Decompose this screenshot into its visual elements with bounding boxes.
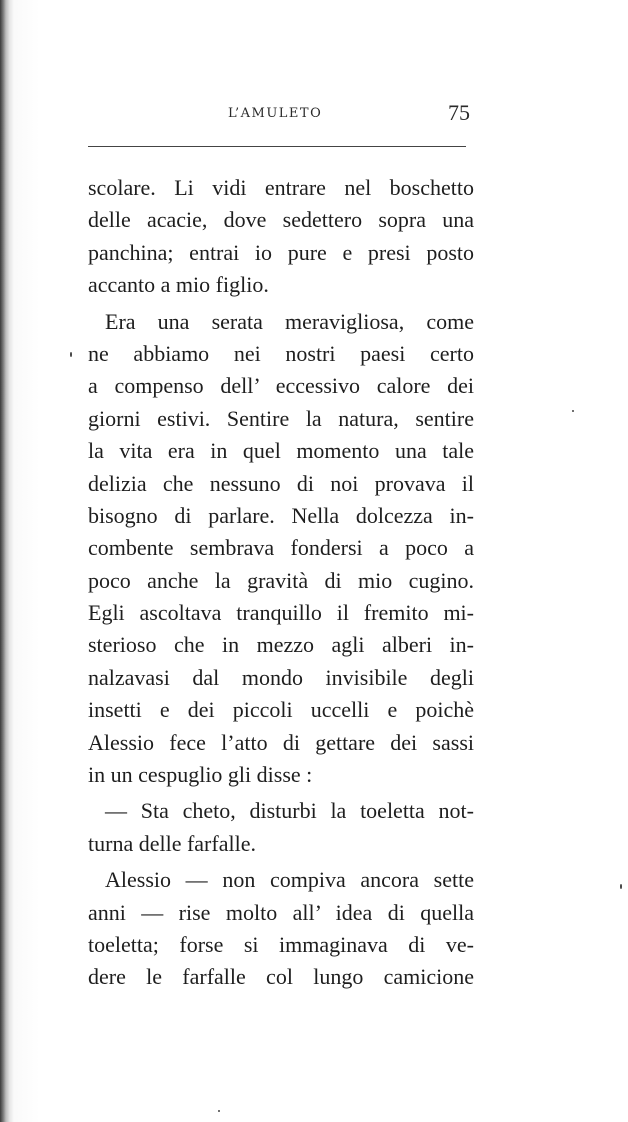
text-line: delizia che nessuno di noi provava il	[88, 470, 474, 496]
text-line: ne abbiamo nei nostri paesi certo	[88, 340, 474, 366]
text-line: giorni estivi. Sentire la natura, sentire	[88, 405, 474, 431]
text-line: nalzavasi dal mondo invisibile degli	[88, 664, 474, 690]
text-line: accanto a mio figlio.	[88, 272, 269, 298]
text-line: la vita era in quel momento una tale	[88, 438, 474, 464]
text-line: Alessio fece l’atto di gettare dei sassi	[88, 729, 474, 755]
text-line: — Sta cheto, disturbi la toeletta not-	[105, 798, 474, 824]
text-line: scolare. Li vidi entrare nel boschetto	[88, 175, 474, 200]
text-line: Alessio — non compiva ancora sette	[105, 867, 474, 893]
text-line: combente sembrava fondersi a poco a	[88, 535, 474, 561]
text-line: turna delle farfalle.	[88, 830, 256, 856]
text-line: in un cespuglio gli disse :	[88, 762, 313, 788]
scan-speck	[218, 1110, 220, 1112]
text-line: dere le farfalle col lungo camicione	[88, 964, 474, 990]
running-head-title: L’AMULETO	[228, 106, 323, 121]
text-line: delle acacie, dove sedettero sopra una	[88, 207, 474, 233]
page-number: 75	[448, 100, 470, 125]
page-spine-shadow	[0, 0, 14, 1122]
header-rule	[88, 146, 466, 147]
text-line: insetti e dei piccoli uccelli e poichè	[88, 697, 474, 723]
scan-speck	[572, 410, 574, 412]
text-line: anni — rise molto all’ idea di quella	[88, 899, 474, 925]
scan-speck	[70, 352, 72, 357]
text-line: bisogno di parlare. Nella dolcezza in-	[88, 502, 474, 528]
text-line: Egli ascoltava tranquillo il fremito mi-	[88, 600, 474, 626]
body-text	[88, 172, 474, 994]
text-line: panchina; entrai io pure e presi posto	[88, 239, 474, 265]
text-line: Era una serata meravigliosa, come	[105, 308, 474, 334]
scan-speck	[620, 884, 622, 889]
text-line: toeletta; forse si immaginava di ve-	[88, 931, 474, 957]
running-head	[88, 100, 472, 134]
text-line: a compenso dell’ eccessivo calore dei	[88, 373, 474, 399]
text-line: sterioso che in mezzo agli alberi in-	[88, 632, 474, 658]
text-line: poco anche la gravità di mio cugino.	[88, 567, 474, 593]
